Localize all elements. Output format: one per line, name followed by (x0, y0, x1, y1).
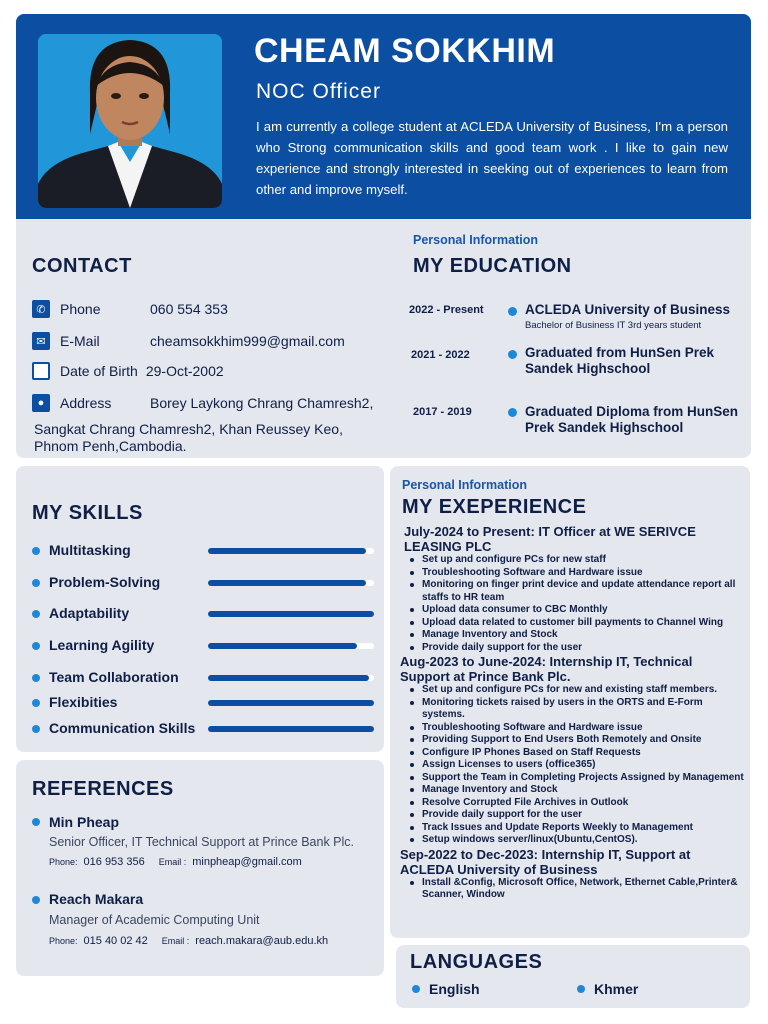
skill-name: Multitasking (49, 542, 131, 558)
skill-row (32, 636, 377, 656)
job-task: Providing Support to End Users Both Remotely and Onsite (422, 734, 745, 747)
reference-phone: 016 953 356 (83, 856, 145, 868)
education-bullet (508, 350, 517, 359)
references-heading: REFERENCES (32, 778, 174, 800)
skill-bullet (32, 674, 40, 682)
skill-bullet (32, 579, 40, 587)
email-key: Email : (158, 857, 187, 867)
profile-summary: I am currently a college student at ACLEDA University of Business, I'm a person who Strong communication skills and good team work . I like to gain new experience and strongly interested in seeking out of experiences to learn from other and improve myself. (256, 119, 728, 197)
skill-bar-fill (208, 580, 366, 586)
job-task: Monitoring on finger print device and update attendance report all staffs to HR team (422, 579, 745, 604)
job-task: Upload data related to customer bill payments to Channel Wing (422, 617, 745, 630)
skill-bullet (32, 547, 40, 555)
skill-row (32, 541, 377, 561)
skill-row (32, 604, 377, 624)
skill-bar (208, 700, 374, 706)
education-title: Graduated Diploma from HunSen Prek Sandek Highschool (525, 404, 739, 435)
reference-bullet (32, 818, 40, 826)
job-title: NOC Officer (256, 80, 381, 103)
skill-name: Adaptability (49, 605, 130, 621)
education-bullet (508, 408, 517, 417)
candidate-name: CHEAM SOKKHIM (254, 32, 556, 70)
language-bullet (412, 985, 420, 993)
skill-row (32, 693, 377, 713)
job-task: Set up and configure PCs for new and existing staff members. (422, 684, 745, 697)
job-heading: July-2024 to Present: IT Officer at WE SERIVCE LEASING PLC (404, 524, 696, 554)
skill-row (32, 719, 377, 739)
skill-bullet (32, 642, 40, 650)
phone-key: Phone: (49, 857, 78, 867)
address-continued: Sangkat Chrang Chamresh2, Khan Reussey Keo, Phnom Penh,Cambodia. (34, 421, 343, 454)
skill-bar-fill (208, 726, 374, 732)
contact-value: Borey Laykong Chrang Chamresh2, (150, 395, 374, 411)
education-section-label: Personal Information (413, 233, 539, 247)
education-subtitle: Bachelor of Business IT 3rd years student (525, 320, 702, 331)
job-task: Provide daily support for the user (422, 642, 745, 655)
skill-bar-fill (208, 675, 369, 681)
skill-name: Learning Agility (49, 637, 155, 653)
location-icon: ● (32, 394, 50, 412)
contact-value: 29-Oct-2002 (145, 363, 224, 379)
reference-contact (49, 935, 328, 947)
job-heading: Sep-2022 to Dec-2023: Internship IT, Support at ACLEDA University of Business (400, 846, 691, 877)
job-task: Resolve Corrupted File Archives in Outlook (422, 797, 745, 810)
skill-bullet (32, 699, 40, 707)
job-task-list (422, 554, 745, 654)
reference-position: Manager of Academic Computing Unit (49, 913, 260, 927)
skill-bar (208, 643, 374, 649)
job-task: Set up and configure PCs for new staff (422, 554, 745, 567)
contact-label: Address (60, 395, 112, 411)
skills-heading: MY SKILLS (32, 502, 143, 524)
skill-bullet (32, 610, 40, 618)
reference-bullet (32, 896, 40, 904)
job-task: Monitoring tickets raised by users in the ORTS and E-Form systems. (422, 697, 745, 722)
reference-email: reach.makara@aub.edu.kh (195, 935, 329, 947)
job-task: Track Issues and Update Reports Weekly to Management (422, 822, 745, 835)
calendar-icon (32, 362, 50, 380)
skill-bar-fill (208, 548, 366, 554)
skill-bar (208, 726, 374, 732)
education-years: 2021 - 2022 (411, 349, 470, 361)
skill-bar (208, 611, 374, 617)
contact-value: cheamsokkhim999@gmail.com (150, 333, 345, 349)
language-item: English (429, 981, 480, 997)
skill-bar-fill (208, 611, 374, 617)
phone-icon: ✆ (32, 300, 50, 318)
reference-contact (49, 856, 302, 868)
skill-row (32, 573, 377, 593)
job-task: Setup windows server/linux(Ubuntu,CentOS). (422, 834, 745, 847)
education-years: 2017 - 2019 (413, 406, 472, 418)
reference-name: Min Pheap (49, 814, 120, 830)
profile-photo (38, 34, 222, 208)
languages-heading: LANGUAGES (410, 951, 543, 973)
contact-dob-row (32, 362, 224, 380)
job-task: Configure IP Phones Based on Staff Requests (422, 747, 745, 760)
job-task: Troubleshooting Software and Hardware issue (422, 567, 745, 580)
reference-phone: 015 40 02 42 (83, 935, 148, 947)
skill-name: Flexibities (49, 694, 118, 710)
skill-bullet (32, 725, 40, 733)
education-heading: MY EDUCATION (413, 255, 572, 277)
skill-bar-fill (208, 643, 357, 649)
contact-label: Phone (60, 301, 101, 317)
skill-bar (208, 548, 374, 554)
job-heading: Aug-2023 to June-2024: Internship IT, Technical Support at Prince Bank Plc. (400, 654, 693, 684)
skill-name: Team Collaboration (49, 669, 179, 685)
education-bullet (508, 307, 517, 316)
language-bullet (577, 985, 585, 993)
job-task: Support the Team in Completing Projects Assigned by Management (422, 771, 744, 783)
job-task: Troubleshooting Software and Hardware issue (422, 722, 745, 735)
contact-heading: CONTACT (32, 255, 132, 277)
experience-heading: MY EXEPERIENCE (402, 496, 587, 518)
contact-phone-row (32, 300, 228, 318)
education-title: ACLEDA University of Business (525, 302, 731, 317)
phone-key: Phone: (49, 936, 78, 946)
reference-email: minpheap@gmail.com (192, 856, 302, 868)
reference-name: Reach Makara (49, 891, 144, 907)
job-task: Provide daily support for the user (422, 809, 745, 822)
skill-name: Problem-Solving (49, 574, 161, 590)
education-title: Graduated from HunSen Prek Sandek Highschool (525, 345, 715, 376)
contact-address-row (32, 394, 373, 412)
job-task: Install &Config, Microsoft Office, Network, Ethernet Cable,Printer& Scanner, Window (422, 877, 745, 902)
skill-bar (208, 580, 374, 586)
reference-position: Senior Officer, IT Technical Support at Prince Bank Plc. (49, 835, 355, 849)
skill-bar-fill (208, 700, 374, 706)
email-key: Email : (161, 936, 190, 946)
mail-icon: ✉ (32, 332, 50, 350)
contact-label: E-Mail (60, 333, 100, 349)
skill-row (32, 668, 377, 688)
skill-name: Communication Skills (49, 720, 196, 736)
experience-section-label: Personal Information (402, 478, 528, 492)
job-task: Upload data consumer to CBC Monthly (422, 604, 745, 617)
skill-bar (208, 675, 374, 681)
job-task: Manage Inventory and Stock (422, 629, 745, 642)
experience-list (400, 524, 745, 902)
job-task: Manage Inventory and Stock (422, 784, 745, 797)
language-item: Khmer (594, 981, 639, 997)
header-banner (16, 14, 751, 219)
contact-email-row (32, 332, 345, 350)
contact-value: 060 554 353 (150, 301, 228, 317)
education-years: 2022 - Present (409, 304, 484, 316)
job-task-list (422, 877, 745, 902)
contact-label: Date of Birth (60, 363, 138, 379)
job-task-list (422, 684, 745, 847)
job-task: Assign Licenses to users (office365) (422, 759, 745, 772)
